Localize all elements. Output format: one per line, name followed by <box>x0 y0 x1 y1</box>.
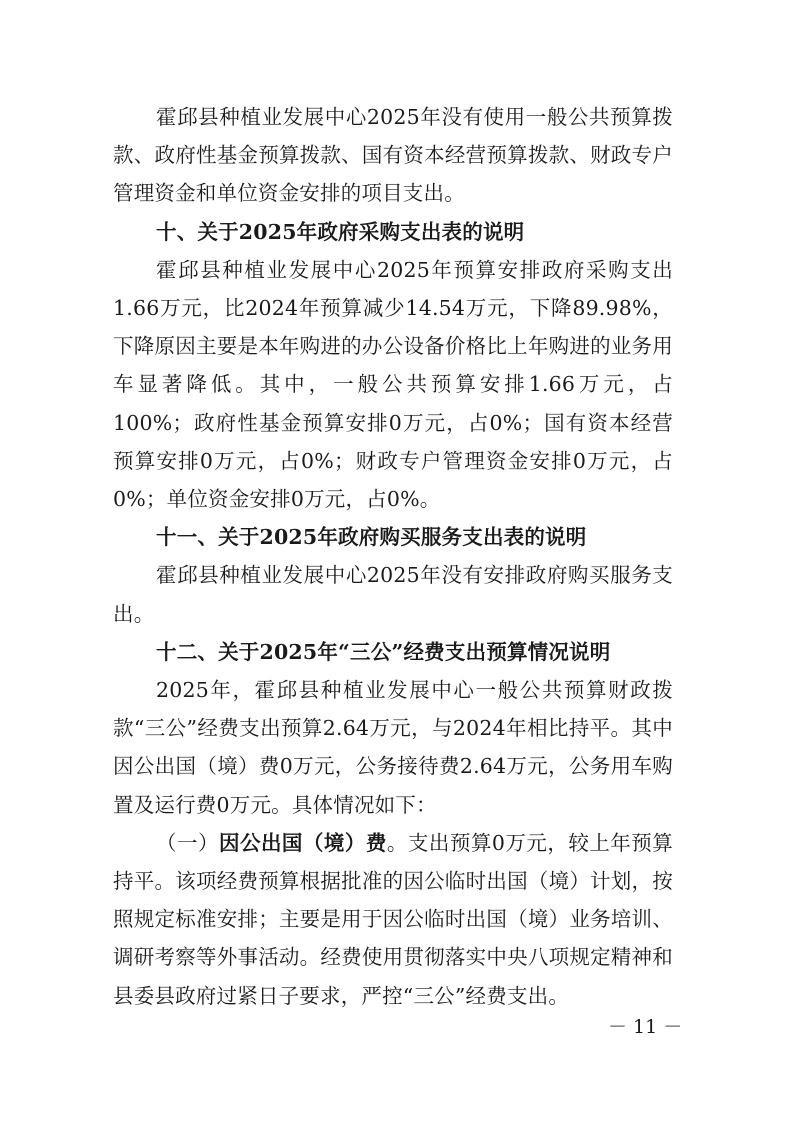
subsection-1-text: 。支出预算0万元，较上年预算持平。该项经费预算根据批准的因公临时出国（境）计划，按照规定标准安排；主要是用于因公临时出国（境）业务培训、调研考察等外事活动。经费使用贯彻落实中央八项规定精神和县委县政府过紧日子要求，严控“三公”经费支出。 <box>113 830 673 1008</box>
page-number: － 11 － <box>608 1016 683 1038</box>
section-12-heading: 十二、关于2025年“三公”经费支出预算情况说明 <box>156 639 611 664</box>
procurement-paragraph: 霍邱县种植业发展中心2025年预算安排政府采购支出1.66万元，比2024年预算减少14.54万元，下降89.98%，下降原因主要是本年购进的办公设备价格比上年购进的业务用车显著降低。其中，一般公共预算安排1.66万元，占100%；政府性基金预算安排0万元，占0%；国有资本经营预算安排0万元，占0%；财政专户管理资金安排0万元，占0%；单位资金安排0万元，占0%。 <box>113 257 673 512</box>
page-content <box>113 98 673 1015</box>
project-expense-paragraph: 霍邱县种植业发展中心2025年没有使用一般公共预算拨款、政府性基金预算拨款、国有资本经营预算拨款、财政专户管理资金和单位资金安排的项目支出。 <box>113 105 673 206</box>
three-public-expenses-paragraph: 2025年，霍邱县种植业发展中心一般公共预算财政拨款“三公”经费支出预算2.64万元，与2024年相比持平。其中因公出国（境）费0万元，公务接待费2.64万元，公务用车购置及运行费0万元。具体情况如下： <box>113 678 673 817</box>
subsection-1-paragraph <box>113 824 673 1015</box>
subsection-1-title: 因公出国（境）费 <box>218 830 387 855</box>
subsection-1-lead: （一） <box>156 830 219 855</box>
section-10-heading: 十、关于2025年政府采购支出表的说明 <box>156 219 525 244</box>
service-purchase-paragraph: 霍邱县种植业发展中心2025年没有安排政府购买服务支出。 <box>113 563 673 626</box>
section-11-heading: 十一、关于2025年政府购买服务支出表的说明 <box>156 525 587 550</box>
